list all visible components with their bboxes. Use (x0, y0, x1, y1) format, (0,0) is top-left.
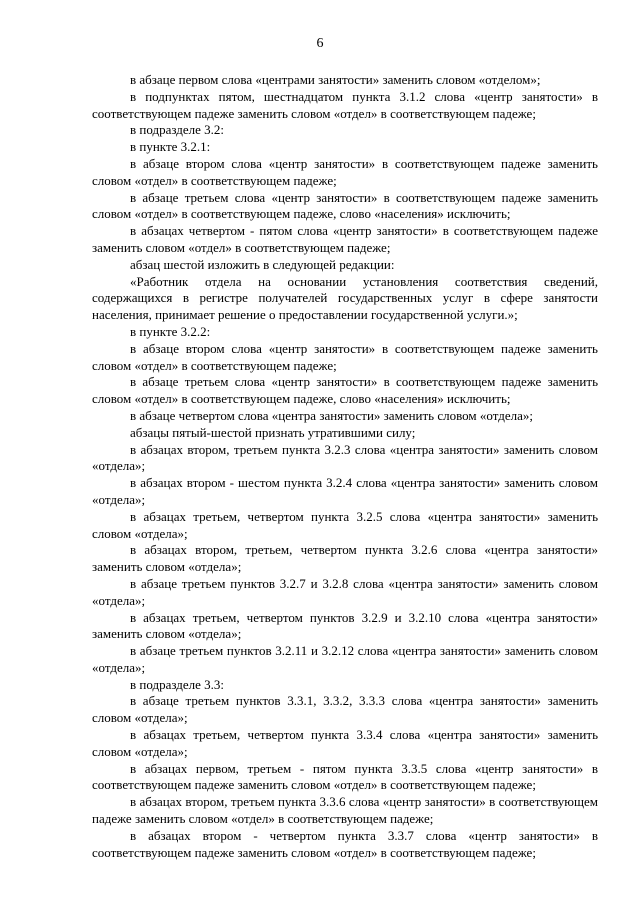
document-body (92, 72, 598, 861)
paragraph: в подразделе 3.3: (130, 676, 225, 692)
paragraph: в абзацах четвертом - пятом слова «центр занятости» в соответствующем падеже заменить словом «отдел» в соответствующем падеже; (92, 223, 598, 255)
paragraph: в абзацах первом, третьем - пятом пункта 3.3.5 слова «центр занятости» в соответствующем падеже заменить словом «отдел» в соответствующем падеже; (92, 760, 598, 793)
paragraph: абзацы пятый-шестой признать утратившими силу; (130, 424, 416, 440)
paragraph: в абзацах втором, третьем пункта 3.2.3 слова «центра занятости» заменить словом «отдела»; (92, 441, 598, 474)
paragraph: в абзаце втором слова «центр занятости» в соответствующем падеже заменить словом «отдел» в соответствующем падеже; (92, 155, 598, 188)
page-number: 6 (316, 36, 324, 51)
paragraph: в абзаце первом слова «центрами занятости» заменить словом «отделом»; (130, 72, 541, 87)
paragraph: в абзаце третьем пунктов 3.3.1, 3.3.2, 3.3.3 слова «центра занятости» заменить словом «отдела»; (92, 693, 598, 726)
paragraph: в абзацах втором - четвертом пункта 3.3.7 слова «центр занятости» в соответствующем падеже заменить словом «отдел» в соответствующем падеже; (92, 827, 598, 860)
paragraph: в подразделе 3.2: (130, 122, 225, 138)
paragraph: в абзаце четвертом слова «центра занятости» заменить словом «отдела»; (130, 407, 533, 423)
paragraph: «Работник отдела на основании установления соответствия сведений, содержащихся в регистре получателей государственных услуг в сфере занятости населения, принимает решение о предоставлении государственной услуги.»; (92, 273, 598, 323)
paragraph: в абзаце третьем слова «центр занятости» в соответствующем падеже заменить словом «отдел» в соответствующем падеже, слово «населения» исключить; (92, 189, 598, 222)
paragraph: в абзаце третьем пунктов 3.2.11 и 3.2.12 слова «центра занятости» заменить словом «отдела»; (92, 643, 598, 675)
paragraph: в пункте 3.2.2: (130, 323, 211, 339)
paragraph: в пункте 3.2.1: (130, 139, 211, 155)
paragraph: в абзацах третьем, четвертом пункта 3.2.5 слова «центра занятости» заменить словом «отдела»; (92, 508, 598, 541)
paragraph: в абзацах третьем, четвертом пункта 3.3.4 слова «центра занятости» заменить словом «отдела»; (92, 727, 598, 759)
paragraph: в абзацах втором - шестом пункта 3.2.4 слова «центра занятости» заменить словом «отдела»; (92, 475, 598, 507)
paragraph: в абзацах втором, третьем, четвертом пункта 3.2.6 слова «центра занятости» заменить словом «отдела»; (92, 542, 598, 575)
paragraph: в абзаце втором слова «центр занятости» в соответствующем падеже заменить словом «отдел» в соответствующем падеже; (92, 340, 598, 373)
paragraph: в абзаце третьем слова «центр занятости» в соответствующем падеже заменить словом «отдел» в соответствующем падеже, слово «населения» исключить; (92, 374, 598, 407)
paragraph: в абзацах третьем, четвертом пунктов 3.2.9 и 3.2.10 слова «центра занятости» заменить словом «отдела»; (92, 609, 598, 642)
paragraph: в абзацах втором, третьем пункта 3.3.6 слова «центр занятости» в соответствующем падеже заменить словом «отдел» в соответствующем падеже; (92, 794, 598, 827)
paragraph: в абзаце третьем пунктов 3.2.7 и 3.2.8 слова «центра занятости» заменить словом «отдела»; (92, 575, 598, 608)
paragraph: абзац шестой изложить в следующей редакции: (130, 256, 395, 272)
paragraph: в подпунктах пятом, шестнадцатом пункта 3.1.2 слова «центр занятости» в соответствующем падеже заменить словом «отдел» в соответствующем падеже; (92, 88, 598, 121)
